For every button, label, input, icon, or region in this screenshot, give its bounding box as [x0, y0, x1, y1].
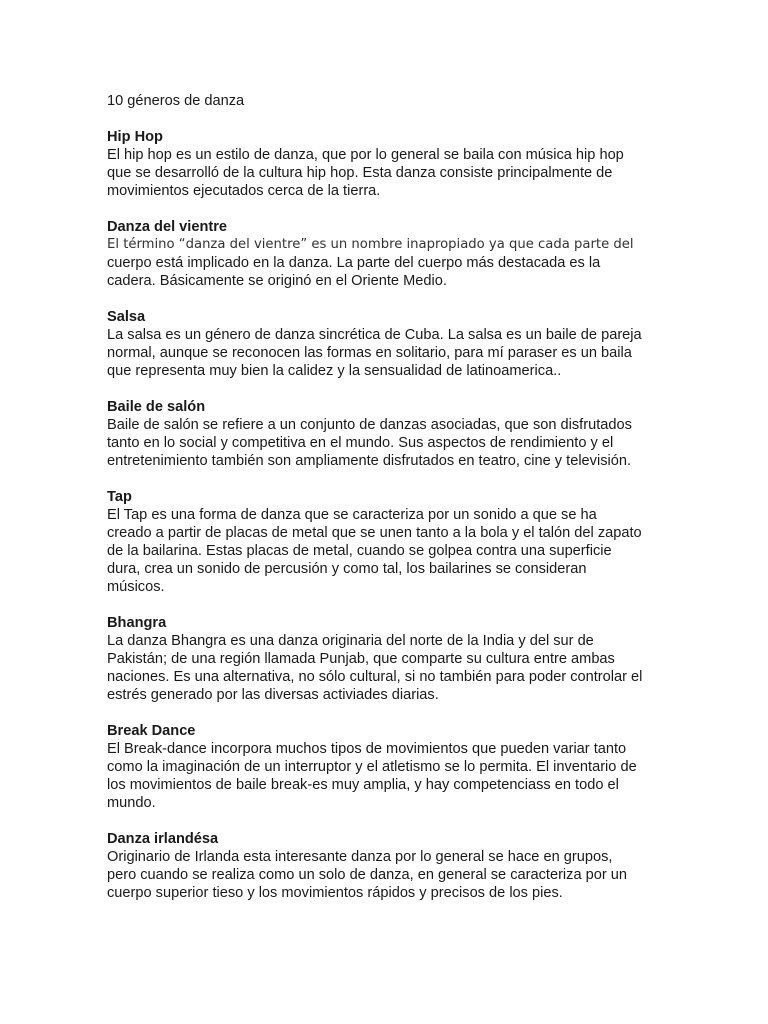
section-heading: Hip Hop — [107, 129, 163, 145]
section-danza-del-vientre — [107, 218, 668, 290]
section-bhangra — [107, 614, 668, 704]
section-hip-hop — [107, 128, 668, 200]
section-body: El Break-dance incorpora muchos tipos de movimientos que pueden variar tanto como la imaginación de un interruptor y el atletismo se lo permita. El inventario de los movimientos de baile break-es muy amplia, y hay competenciass en todo el mundo. — [107, 741, 637, 811]
section-heading: Baile de salón — [107, 399, 206, 415]
section-heading: Bhangra — [107, 615, 167, 631]
section-heading: Break Dance — [107, 723, 196, 739]
section-tap — [107, 488, 668, 596]
section-body: La salsa es un género de danza sincrética de Cuba. La salsa es un baile de pareja normal, aunque se reconocen las formas en solitario, para mí paraser es un baila que representa muy bien la calidez y la sensualidad de latinoamerica.. — [107, 327, 642, 379]
section-body: La danza Bhangra es una danza originaria del norte de la India y del sur de Pakistán; de una región llamada Punjab, que comparte su cultura entre ambas naciones. Es una alternativa, no sólo cultural, si no también para poder controlar el estrés generado por las diversas activiades diarias. — [107, 633, 643, 703]
section-body: Baile de salón se refiere a un conjunto de danzas asociadas, que son disfrutados tanto en lo social y competitiva en el mundo. Sus aspectos de rendimiento y el entretenimiento también son ampliamente disfrutados en teatro, cine y televisión. — [107, 417, 632, 469]
section-body: El hip hop es un estilo de danza, que por lo general se baila con música hip hop que se desarrolló de la cultura hip hop. Esta danza consiste principalmente de movimientos ejecutados cerca de la tierra. — [107, 147, 624, 199]
section-heading: Danza irlandésa — [107, 831, 219, 847]
section-body: El Tap es una forma de danza que se caracteriza por un sonido a que se ha creado a partir de placas de metal que se unen tanto a la bola y el talón del zapato de la bailarina. Estas placas de metal, cuando se golpea contra una superficie dura, crea un sonido de percusión y como tal, los bailarines se consideran músicos. — [107, 507, 642, 595]
section-break-dance — [107, 722, 668, 812]
section-danza-irlandesa — [107, 830, 668, 902]
section-baile-de-salon — [107, 398, 668, 470]
section-body: cuerpo está implicado en la danza. La parte del cuerpo más destacada es la cadera. Básicamente se originó en el Oriente Medio. — [107, 255, 601, 289]
document-title: 10 géneros de danza — [107, 93, 245, 109]
section-heading: Tap — [107, 489, 132, 505]
section-heading: Salsa — [107, 309, 146, 325]
section-heading: Danza del vientre — [107, 219, 228, 235]
section-body: Originario de Irlanda esta interesante danza por lo general se hace en grupos, pero cuando se realiza como un solo de danza, en general se caracteriza por un cuerpo superior tieso y los movimientos rápidos y precisos de los pies. — [107, 849, 628, 901]
section-body-first-line: El término “danza del vientre” es un nombre inapropiado ya que cada parte del — [107, 237, 634, 252]
section-salsa — [107, 308, 668, 380]
